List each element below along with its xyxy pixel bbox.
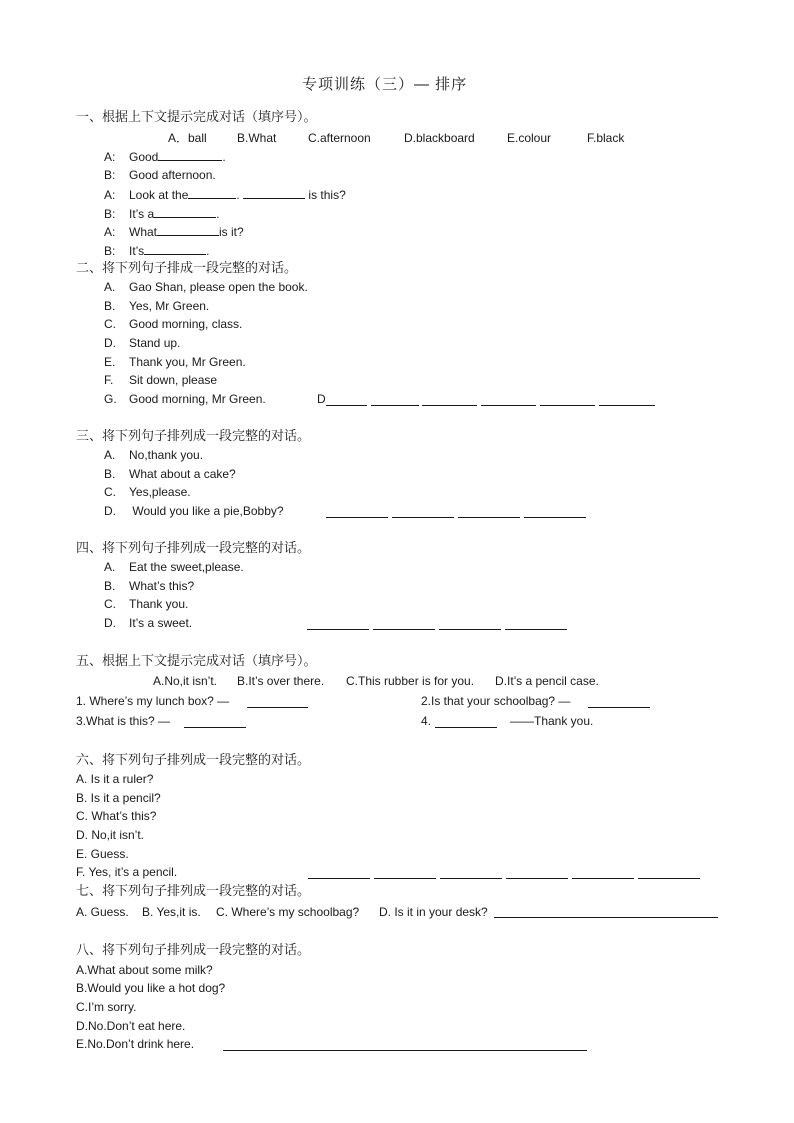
list-item: D. Is it in your desk? — [379, 905, 488, 919]
answer-blank[interactable] — [440, 878, 502, 879]
list-item: A. Eat the sweet,please. — [104, 560, 244, 574]
list-item: E. Guess. — [76, 847, 129, 861]
list-item: D. Stand up. — [104, 336, 181, 350]
option: E.colour — [507, 131, 552, 145]
answer-blank[interactable] — [307, 629, 369, 630]
list-item: C. Thank you. — [104, 597, 189, 611]
list-item: D.No.Don’t eat here. — [76, 1019, 186, 1033]
list-item: B. Yes,it is. — [142, 905, 201, 919]
list-item: G. Good morning, Mr Green. — [104, 392, 266, 406]
dialogue-line: B: It’s . — [104, 244, 210, 258]
question: 3.What is this? — — [76, 714, 171, 728]
list-item: B. Is it a pencil? — [76, 791, 161, 805]
list-item: B.Would you like a hot dog? — [76, 981, 226, 995]
page-title: 专项训练（三）— 排序 — [302, 76, 468, 93]
answer-blank[interactable] — [481, 405, 536, 406]
answer-blank[interactable] — [184, 727, 246, 728]
option: C.afternoon — [308, 131, 371, 145]
list-item: F. Yes, it’s a pencil. — [76, 865, 178, 879]
answer-blank[interactable] — [505, 629, 567, 630]
blank[interactable] — [154, 206, 216, 218]
answer-blank[interactable] — [638, 878, 700, 879]
speaker-label: B: — [104, 244, 116, 258]
speaker-label: A: — [104, 150, 116, 164]
speaker-label: B: — [104, 207, 116, 221]
answer-blank[interactable] — [439, 629, 501, 630]
response: ——Thank you. — [510, 714, 594, 728]
blank[interactable] — [158, 149, 222, 161]
question: 4. — [421, 714, 432, 728]
dialogue-line: A: What is it? — [104, 225, 244, 239]
answer-blank[interactable] — [371, 405, 419, 406]
option: A．ball — [168, 131, 207, 145]
speaker-label: A: — [104, 188, 116, 202]
blank[interactable] — [157, 224, 219, 236]
list-item: A. No,thank you. — [104, 448, 204, 462]
answer-blank[interactable] — [247, 707, 308, 708]
section-5-heading: 五、根据上下文提示完成对话（填序号）。 — [76, 653, 317, 668]
blank[interactable] — [144, 243, 206, 255]
list-item: B. What about a cake? — [104, 467, 236, 481]
answer-blank[interactable] — [494, 917, 718, 918]
list-item: A. Is it a ruler? — [76, 772, 154, 786]
option: A.No,it isn’t. — [153, 674, 218, 688]
option: B.What — [237, 131, 277, 145]
list-item: A. Gao Shan, please open the book. — [104, 280, 308, 294]
option: B.It’s over there. — [237, 674, 325, 688]
list-item: C. What’s this? — [76, 809, 157, 823]
list-item: E.No.Don’t drink here. — [76, 1037, 195, 1051]
list-item: A.What about some milk? — [76, 963, 213, 977]
answer-blank[interactable] — [422, 405, 477, 406]
answer-prefix: D — [317, 392, 326, 406]
option: D.blackboard — [404, 131, 475, 145]
list-item: B. Yes, Mr Green. — [104, 299, 210, 313]
list-item: D. No,it isn’t. — [76, 828, 145, 842]
answer-blank[interactable] — [392, 517, 454, 518]
list-item: C.I’m sorry. — [76, 1000, 137, 1014]
list-item: A. Guess. — [76, 905, 129, 919]
answer-blank[interactable] — [572, 878, 634, 879]
answer-blank[interactable] — [308, 878, 370, 879]
blank[interactable] — [188, 187, 236, 199]
answer-blank[interactable] — [540, 405, 595, 406]
answer-blank[interactable] — [506, 878, 568, 879]
answer-blank[interactable] — [599, 405, 655, 406]
answer-blank[interactable] — [326, 517, 388, 518]
list-item: D. Would you like a pie,Bobby? — [104, 504, 284, 518]
section-8-heading: 八、将下列句子排列成一段完整的对话。 — [76, 942, 311, 957]
dialogue-line: B: It’s a . — [104, 207, 220, 221]
section-2-heading: 二、将下列句子排成一段完整的对话。 — [76, 260, 298, 275]
list-item: C. Good morning, class. — [104, 317, 243, 331]
section-6-heading: 六、将下列句子排列成一段完整的对话。 — [76, 752, 311, 767]
list-item: E. Thank you, Mr Green. — [104, 355, 246, 369]
option: F.black — [587, 131, 625, 145]
answer-blank[interactable] — [374, 878, 436, 879]
speaker-label: B: — [104, 168, 116, 182]
list-item: D. It’s a sweet. — [104, 616, 193, 630]
section-1-heading: 一、根据上下文提示完成对话（填序号）。 — [76, 109, 317, 124]
answer-blank[interactable] — [373, 629, 435, 630]
dialogue-line: A: Look at the . is this? — [104, 188, 346, 202]
answer-blank[interactable] — [326, 405, 367, 406]
section-3-heading: 三、将下列句子排列成一段完整的对话。 — [76, 428, 311, 443]
answer-blank[interactable] — [524, 517, 586, 518]
list-item: B. What’s this? — [104, 579, 195, 593]
answer-blank[interactable] — [458, 517, 520, 518]
section-7-heading: 七、将下列句子排列成一段完整的对话。 — [76, 883, 311, 898]
list-item: C. Where’s my schoolbag? — [216, 905, 360, 919]
list-item: F. Sit down, please — [104, 373, 218, 387]
question: 1. Where’s my lunch box? — — [76, 694, 230, 708]
answer-blank[interactable] — [435, 727, 497, 728]
question: 2.Is that your schoolbag? — — [421, 694, 571, 708]
option: D.It’s a pencil case. — [495, 674, 599, 688]
dialogue-line: B: Good afternoon. — [104, 168, 216, 182]
dialogue-line: A: Good . — [104, 150, 226, 164]
answer-blank[interactable] — [588, 707, 650, 708]
speaker-label: A: — [104, 225, 116, 239]
option: C.This rubber is for you. — [346, 674, 475, 688]
answer-blank[interactable] — [223, 1050, 587, 1051]
section-4-heading: 四、将下列句子排列成一段完整的对话。 — [76, 540, 311, 555]
list-item: C. Yes,please. — [104, 485, 191, 499]
blank[interactable] — [243, 187, 305, 199]
